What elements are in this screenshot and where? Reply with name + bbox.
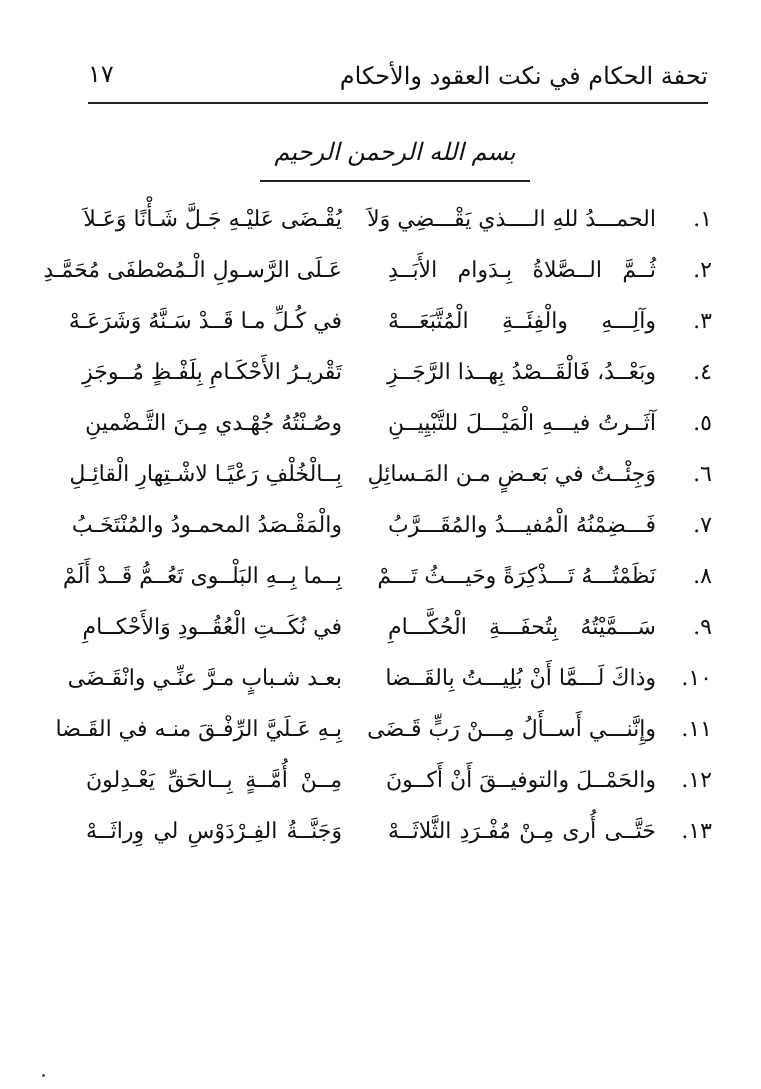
verse-row bbox=[82, 353, 712, 404]
poem-verses bbox=[43, 200, 712, 863]
verse-row bbox=[69, 455, 712, 506]
second-hemistich: مِــنْ أُمَّــةٍ بِــالحَقِّ يَعْـدِلونَ bbox=[86, 768, 342, 793]
verse-row bbox=[86, 404, 712, 455]
basmala-flourish bbox=[260, 180, 530, 182]
first-hemistich: آثَــرتُ فيـــهِ الْمَيْـــلَ للتَّبْيِيــنِ bbox=[388, 411, 656, 436]
verse-row bbox=[86, 812, 712, 863]
verse-number: ٢. bbox=[693, 258, 712, 283]
book-title: تحفة الحكام في نكت العقود والأحكام bbox=[339, 62, 708, 90]
first-hemistich: سَـــمَّيْتُهُ بِتُحفَـــةِ الْحُكَّـــامِ bbox=[388, 615, 656, 640]
second-hemistich: والْمَقْـصَدُ المحمـودُ والمُنْتَخَـبُ bbox=[71, 513, 342, 538]
second-hemistich: بعـد شـبابٍ مـرَّ عنِّـي وانْقَـضَى bbox=[67, 666, 342, 691]
second-hemistich: وصُـنْتُهُ جُهْـدي مِـنَ التَّـضْمينِ bbox=[85, 411, 342, 436]
verse-number: ١٢. bbox=[681, 768, 712, 793]
second-hemistich: في كُـلِّ مـا قَــدْ سَـنَّهُ وَشَرَعَـهْ bbox=[68, 309, 342, 334]
first-hemistich: فَـــضِمْنُهُ الْمُفيـــدُ والمُقَـــرَّبُ bbox=[388, 513, 656, 538]
first-hemistich: وبَعْــدُ، فَالْقَــصْدُ بِهــذا الرَّجَــزِ bbox=[387, 360, 656, 385]
first-hemistich: وآلِـــهِ والْفِئَــةِ الْمُتَّبَعَـــهْ bbox=[388, 309, 656, 334]
second-hemistich: في نُكَــتِ الْعُقُــودِ وَالأَحْكــامِ bbox=[82, 615, 342, 640]
first-hemistich: حَتَّــى أُرى مِـنْ مُفْـرَدِ الثَّلاثَــهْ bbox=[388, 819, 656, 844]
verse-row bbox=[68, 302, 712, 353]
second-hemistich: تَقْريـرُ الأَحْكَـامِ بِلَفْـظٍ مُــوجَزِ bbox=[82, 360, 342, 385]
second-hemistich: يُقْـضَى عَليْـهِ جَـلَّ شَـأْنًا وَعَـلاَ bbox=[83, 207, 342, 232]
verse-row bbox=[43, 251, 712, 302]
verse-row bbox=[86, 761, 712, 812]
first-hemistich: والحَمْــلَ والتوفيــقَ أَنْ أَكــونَ bbox=[386, 768, 656, 793]
verse-number: ١. bbox=[693, 207, 712, 232]
verse-number: ٣. bbox=[693, 309, 712, 334]
verse-number: ٦. bbox=[693, 462, 712, 487]
first-hemistich: وَجِئْــتُ في بَعـضٍ مـن المَـسائِلِ bbox=[367, 462, 656, 487]
first-hemistich: ثُــمَّ الــصَّلاةُ بِـدَوام الأَبَــدِ bbox=[388, 258, 656, 283]
verse-number: ٤. bbox=[693, 360, 712, 385]
verse-number: ٥. bbox=[693, 411, 712, 436]
second-hemistich: بِـهِ عَـلَيَّ الرِّفْـقَ منـه في القَـضا bbox=[55, 717, 342, 742]
basmala-calligraphy bbox=[260, 128, 530, 186]
verse-number: ١٣. bbox=[681, 819, 712, 844]
first-hemistich: نَظَمْتُـــهُ تَـــذْكِرَةً وحَيـــثُ تَـــمْ bbox=[377, 564, 656, 589]
second-hemistich: عَـلَى الرَّسـولِ الْـمُصْطفَى مُحَمَّـدِ bbox=[43, 258, 342, 283]
basmala-text: بسم الله الرحمن الرحيم bbox=[274, 138, 516, 166]
running-header bbox=[88, 56, 708, 104]
second-hemistich: وَجَنَّــةُ الفِـرْدَوْسِ لي وِراثَــهْ bbox=[86, 819, 342, 844]
second-hemistich: بِــالْخُلْفِ رَعْيًـا لاشْـتِهارِ الْقائِـلِ bbox=[69, 462, 342, 487]
verse-row bbox=[62, 557, 712, 608]
first-hemistich: الحمـــدُ للهِ الــــذي يَقْـــضِي وَلاَ bbox=[367, 207, 656, 232]
verse-number: ٩. bbox=[693, 615, 712, 640]
first-hemistich: وإِنَّنـــي أَســأَلُ مِـــنْ رَبٍّ قَـضَى bbox=[367, 717, 656, 742]
scan-speck bbox=[42, 1074, 45, 1077]
verse-row bbox=[67, 659, 712, 710]
verse-row bbox=[83, 200, 712, 251]
second-hemistich: بِــما بِــهِ البَلْــوى تَعُــمُّ قَــدْ أَلَمْ bbox=[62, 564, 342, 589]
verse-row bbox=[71, 506, 712, 557]
verse-number: ٧. bbox=[693, 513, 712, 538]
verse-number: ١٠. bbox=[681, 666, 712, 691]
verse-number: ٨. bbox=[693, 564, 712, 589]
first-hemistich: وذاكَ لَـــمَّا أَنْ بُلِيـــتُ بِالقَــضا bbox=[385, 666, 656, 691]
page-number: ١٧ bbox=[88, 60, 114, 88]
verse-number: ١١. bbox=[681, 717, 712, 742]
verse-row bbox=[55, 710, 712, 761]
verse-row bbox=[82, 608, 712, 659]
